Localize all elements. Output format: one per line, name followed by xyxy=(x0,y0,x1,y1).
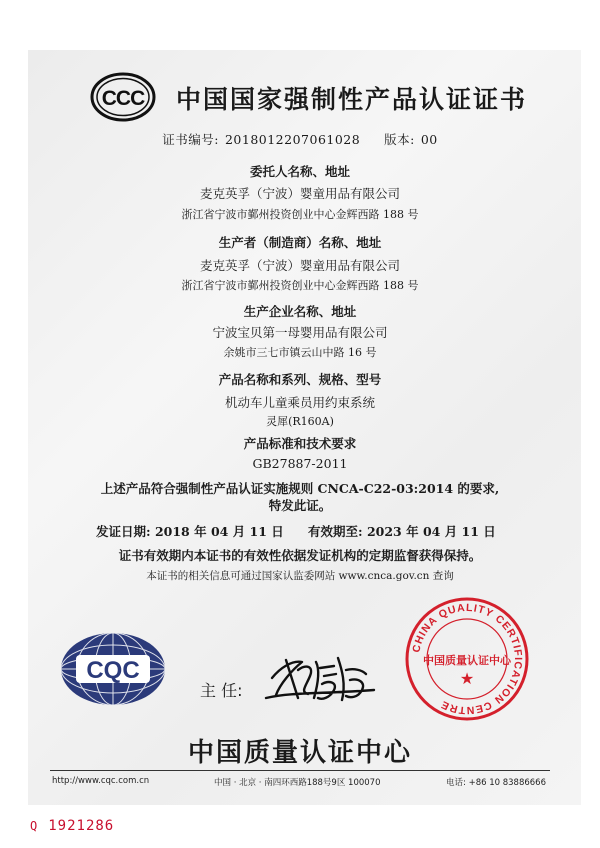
query-note: 本证书的相关信息可通过国家认监委网站 www.cnca.gov.cn 查询 xyxy=(146,570,454,582)
applicant-name: 麦克英孚（宁波）婴童用品有限公司 xyxy=(199,186,400,201)
compliance-statement xyxy=(0,480,600,514)
dates-row xyxy=(96,522,516,540)
issuer-name: 中国质量认证中心 xyxy=(187,738,412,768)
certificate-title: 中国国家强制性产品认证证书 xyxy=(176,85,528,114)
serial-value: 1921286 xyxy=(48,818,115,834)
factory-name: 宁波宝贝第一母婴用品有限公司 xyxy=(212,325,388,340)
applicant-heading: 委托人名称、地址 xyxy=(249,164,350,179)
ccc-logo xyxy=(90,72,156,122)
footer-phone: 电话: +86 10 83886666 xyxy=(446,778,546,788)
certificate-number-line xyxy=(0,130,600,148)
version-label: 版本: xyxy=(384,132,415,147)
compliance-statement-line2: 特发此证。 xyxy=(268,498,332,513)
cqc-logo-text: CQC xyxy=(86,657,140,684)
manufacturer-heading: 生产者（制造商）名称、地址 xyxy=(218,235,382,250)
ccc-logo-text: CCC xyxy=(101,87,145,110)
serial-prefix: Q xyxy=(30,819,39,833)
seal-inner-text: 中国质量认证中心 xyxy=(423,654,511,667)
seal-ring-text: CHINA QUALITY CERTIFICATION CENTRE xyxy=(410,601,525,717)
footer-url[interactable]: http://www.cqc.com.cn xyxy=(52,776,150,786)
cqc-logo xyxy=(58,628,168,710)
footer-address: 中国 · 北京 · 南四环西路188号9区 100070 xyxy=(214,778,381,788)
product-heading: 产品名称和系列、规格、型号 xyxy=(218,372,382,387)
factory-address: 余姚市三七市镇云山中路 16 号 xyxy=(223,346,377,359)
applicant-address: 浙江省宁波市鄞州投资创业中心金辉西路 188 号 xyxy=(181,208,419,221)
seal-star-icon: ★ xyxy=(459,669,475,688)
certification-seal xyxy=(404,596,530,722)
footer-divider xyxy=(50,770,550,771)
issue-date: 发证日期: 2018 年 04 月 11 日 xyxy=(96,524,284,539)
certificate-number: 2018012207061028 xyxy=(224,132,361,147)
expiry-date: 有效期至: 2023 年 04 月 11 日 xyxy=(308,524,496,539)
serial-number xyxy=(30,818,114,834)
validity-note: 证书有效期内本证书的有效性依据发证机构的定期监督获得保持。 xyxy=(118,548,482,563)
product-name: 机动车儿童乘员用约束系统 xyxy=(224,395,375,410)
standard-value: GB27887-2011 xyxy=(252,456,348,471)
standard-heading: 产品标准和技术要求 xyxy=(243,436,357,451)
compliance-statement-line1: 上述产品符合强制性产品认证实施规则 CNCA-C22-03:2014 的要求, xyxy=(100,481,500,496)
director-label: 主 任: xyxy=(200,681,243,700)
version-number: 00 xyxy=(420,132,438,147)
product-model: 灵犀(R160A) xyxy=(266,415,334,428)
factory-heading: 生产企业名称、地址 xyxy=(243,304,357,319)
certificate-number-label: 证书编号: xyxy=(162,132,219,147)
manufacturer-address: 浙江省宁波市鄞州投资创业中心金辉西路 188 号 xyxy=(181,279,419,292)
director-signature xyxy=(262,640,382,710)
manufacturer-name: 麦克英孚（宁波）婴童用品有限公司 xyxy=(199,258,400,273)
